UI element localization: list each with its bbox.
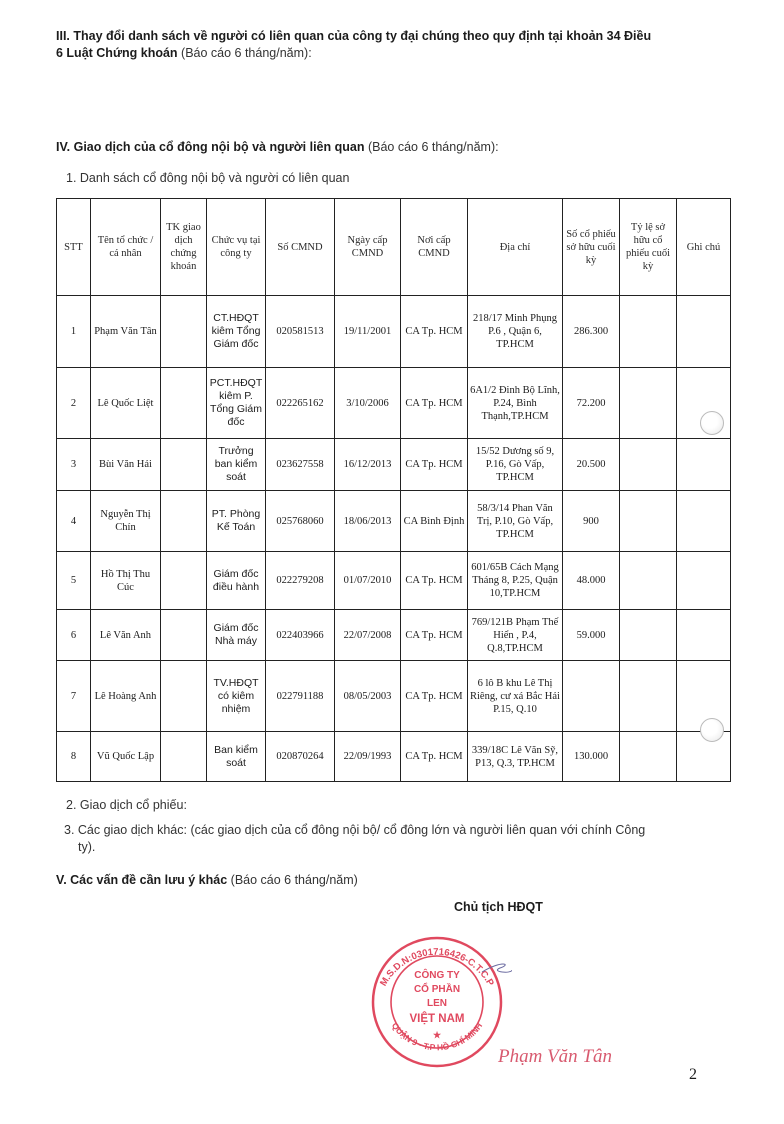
cell-name: Nguyễn Thị Chín	[91, 491, 161, 552]
cell-issue-date: 18/06/2013	[335, 491, 401, 552]
cell-account	[161, 368, 207, 439]
header-shares: Số cổ phiếu sở hữu cuối kỳ	[563, 199, 620, 296]
cell-stt: 7	[57, 661, 91, 732]
header-account: TK giao dịch chứng khoán	[161, 199, 207, 296]
cell-shares: 900	[563, 491, 620, 552]
cell-issue-place: CA Tp. HCM	[401, 610, 468, 661]
cell-stt: 5	[57, 552, 91, 610]
cell-id-number: 020870264	[266, 732, 335, 782]
cell-name: Hồ Thị Thu Cúc	[91, 552, 161, 610]
cell-shares: 72.200	[563, 368, 620, 439]
section-4-title: IV. Giao dịch của cổ đông nội bộ và người liên quan	[56, 140, 365, 154]
cell-address: 218/17 Minh Phụng P.6 , Quận 6, TP.HCM	[468, 296, 563, 368]
cell-address: 58/3/14 Phan Văn Trị, P.10, Gò Vấp, TP.HCM	[468, 491, 563, 552]
cell-name: Lê Quốc Liệt	[91, 368, 161, 439]
cell-issue-place: CA Tp. HCM	[401, 552, 468, 610]
cell-position: TV.HĐQT có kiêm nhiệm	[207, 661, 266, 732]
cell-account	[161, 491, 207, 552]
signer-title: Chủ tịch HĐQT	[454, 900, 543, 914]
cell-note	[677, 610, 731, 661]
company-seal	[362, 930, 512, 1070]
cell-address: 6A1/2 Đinh Bộ Lĩnh, P.24, Bình Thạnh,TP.HCM	[468, 368, 563, 439]
cell-id-number: 022403966	[266, 610, 335, 661]
cell-ratio	[620, 368, 677, 439]
cell-address: 601/65B Cách Mạng Tháng 8, P.25, Quận 10,TP.HCM	[468, 552, 563, 610]
cell-issue-date: 22/09/1993	[335, 732, 401, 782]
cell-shares: 286.300	[563, 296, 620, 368]
svg-text:LEN: LEN	[427, 998, 447, 1009]
page-number: 2	[689, 1066, 697, 1083]
header-stt: STT	[57, 199, 91, 296]
section-3-heading	[56, 28, 651, 62]
cell-issue-place: CA Bình Định	[401, 491, 468, 552]
table-header-row	[57, 199, 731, 296]
table-row	[57, 552, 731, 610]
cell-issue-date: 3/10/2006	[335, 368, 401, 439]
cell-account	[161, 552, 207, 610]
cell-id-number: 022279208	[266, 552, 335, 610]
cell-address: 769/121B Phạm Thế Hiển , P.4, Q.8,TP.HCM	[468, 610, 563, 661]
svg-text:M.S.D.N:0301716426-C.T.C.P: M.S.D.N:0301716426-C.T.C.P	[378, 946, 496, 989]
list-item-1: 1. Danh sách cổ đông nội bộ và người có liên quan	[66, 171, 350, 185]
cell-id-number: 022791188	[266, 661, 335, 732]
cell-address: 339/18C Lê Văn Sỹ, P13, Q.3, TP.HCM	[468, 732, 563, 782]
header-position: Chức vụ tại công ty	[207, 199, 266, 296]
header-id-number: Số CMND	[266, 199, 335, 296]
cell-note	[677, 552, 731, 610]
section-4-heading	[56, 139, 499, 156]
svg-text:VIỆT NAM: VIỆT NAM	[409, 1013, 465, 1025]
cell-ratio	[620, 491, 677, 552]
insider-table	[56, 198, 731, 782]
cell-stt: 6	[57, 610, 91, 661]
cell-issue-date: 01/07/2010	[335, 552, 401, 610]
cell-account	[161, 732, 207, 782]
cell-id-number: 025768060	[266, 491, 335, 552]
section-4-note: (Báo cáo 6 tháng/năm):	[364, 140, 499, 154]
list-item-3	[64, 822, 645, 856]
cell-shares: 48.000	[563, 552, 620, 610]
cell-note	[677, 296, 731, 368]
cell-issue-place: CA Tp. HCM	[401, 296, 468, 368]
cell-ratio	[620, 552, 677, 610]
list-item-3-line-2: ty).	[78, 840, 96, 854]
table-row	[57, 491, 731, 552]
svg-text:★: ★	[432, 1030, 442, 1040]
cell-position: Ban kiểm soát	[207, 732, 266, 782]
header-name: Tên tổ chức / cá nhân	[91, 199, 161, 296]
table-row	[57, 439, 731, 491]
list-item-2: 2. Giao dịch cổ phiếu:	[66, 798, 187, 812]
section-5-note: (Báo cáo 6 tháng/năm)	[227, 873, 358, 887]
cell-note	[677, 491, 731, 552]
punch-hole	[700, 411, 724, 435]
cell-issue-date: 08/05/2003	[335, 661, 401, 732]
cell-id-number: 022265162	[266, 368, 335, 439]
cell-issue-date: 22/07/2008	[335, 610, 401, 661]
cell-shares: 59.000	[563, 610, 620, 661]
cell-position: Giám đốc Nhà máy	[207, 610, 266, 661]
cell-position: Giám đốc điều hành	[207, 552, 266, 610]
cell-stt: 4	[57, 491, 91, 552]
cell-name: Phạm Văn Tân	[91, 296, 161, 368]
section-3-note: (Báo cáo 6 tháng/năm):	[177, 46, 312, 60]
cell-account	[161, 610, 207, 661]
cell-ratio	[620, 661, 677, 732]
cell-name: Lê Hoàng Anh	[91, 661, 161, 732]
cell-account	[161, 296, 207, 368]
punch-hole	[700, 718, 724, 742]
cell-ratio	[620, 296, 677, 368]
table-row	[57, 661, 731, 732]
cell-name: Lê Văn Anh	[91, 610, 161, 661]
table-row	[57, 368, 731, 439]
cell-name: Vũ Quốc Lập	[91, 732, 161, 782]
cell-issue-date: 19/11/2001	[335, 296, 401, 368]
cell-ratio	[620, 732, 677, 782]
section-5-title: V. Các vấn đề cần lưu ý khác	[56, 873, 228, 887]
cell-position: Trưởng ban kiểm soát	[207, 439, 266, 491]
cell-issue-place: CA Tp. HCM	[401, 661, 468, 732]
svg-text:CỔ PHẦN: CỔ PHẦN	[413, 984, 461, 995]
header-address: Địa chỉ	[468, 199, 563, 296]
cell-issue-place: CA Tp. HCM	[401, 439, 468, 491]
section-3-line-2: 6 Luật Chứng khoán	[56, 46, 178, 60]
cell-position: CT.HĐQT kiêm Tổng Giám đốc	[207, 296, 266, 368]
cell-address: 6 lô B khu Lê Thị Riêng, cư xá Bắc Hải P.15, Q.10	[468, 661, 563, 732]
table-row	[57, 610, 731, 661]
cell-shares	[563, 661, 620, 732]
cell-shares: 20.500	[563, 439, 620, 491]
cell-shares: 130.000	[563, 732, 620, 782]
svg-text:CÔNG TY: CÔNG TY	[414, 970, 460, 981]
cell-position: PCT.HĐQT kiêm P. Tổng Giám đốc	[207, 368, 266, 439]
signature-name: Phạm Văn Tân	[498, 1046, 612, 1067]
cell-stt: 2	[57, 368, 91, 439]
table-row	[57, 732, 731, 782]
section-5-heading	[56, 872, 358, 889]
cell-name: Bùi Văn Hải	[91, 439, 161, 491]
cell-issue-place: CA Tp. HCM	[401, 732, 468, 782]
cell-issue-place: CA Tp. HCM	[401, 368, 468, 439]
cell-account	[161, 661, 207, 732]
section-3-line-1: III. Thay đổi danh sách về người có liên quan của công ty đại chúng theo quy định tại khoản 34 Điều	[56, 29, 652, 43]
header-note: Ghi chú	[677, 199, 731, 296]
cell-ratio	[620, 439, 677, 491]
header-ratio: Tỷ lệ sở hữu cổ phiếu cuối kỳ	[620, 199, 677, 296]
cell-address: 15/52 Dương số 9, P.16, Gò Vấp, TP.HCM	[468, 439, 563, 491]
cell-stt: 3	[57, 439, 91, 491]
cell-ratio	[620, 610, 677, 661]
cell-account	[161, 439, 207, 491]
list-item-3-line-1: 3. Các giao dịch khác: (các giao dịch của cổ đông nội bộ/ cổ đông lớn và người liên quan với chính Công	[64, 823, 646, 837]
header-issue-date: Ngày cấp CMND	[335, 199, 401, 296]
header-issue-place: Nơi cấp CMND	[401, 199, 468, 296]
cell-stt: 8	[57, 732, 91, 782]
cell-stt: 1	[57, 296, 91, 368]
cell-issue-date: 16/12/2013	[335, 439, 401, 491]
cell-id-number: 020581513	[266, 296, 335, 368]
cell-note	[677, 439, 731, 491]
cell-id-number: 023627558	[266, 439, 335, 491]
svg-text:QUẬN 9 - T.P HỒ CHÍ MINH: QUẬN 9 - T.P HỒ CHÍ MINH	[389, 1020, 485, 1053]
cell-position: PT. Phòng Kế Toán	[207, 491, 266, 552]
table-row	[57, 296, 731, 368]
